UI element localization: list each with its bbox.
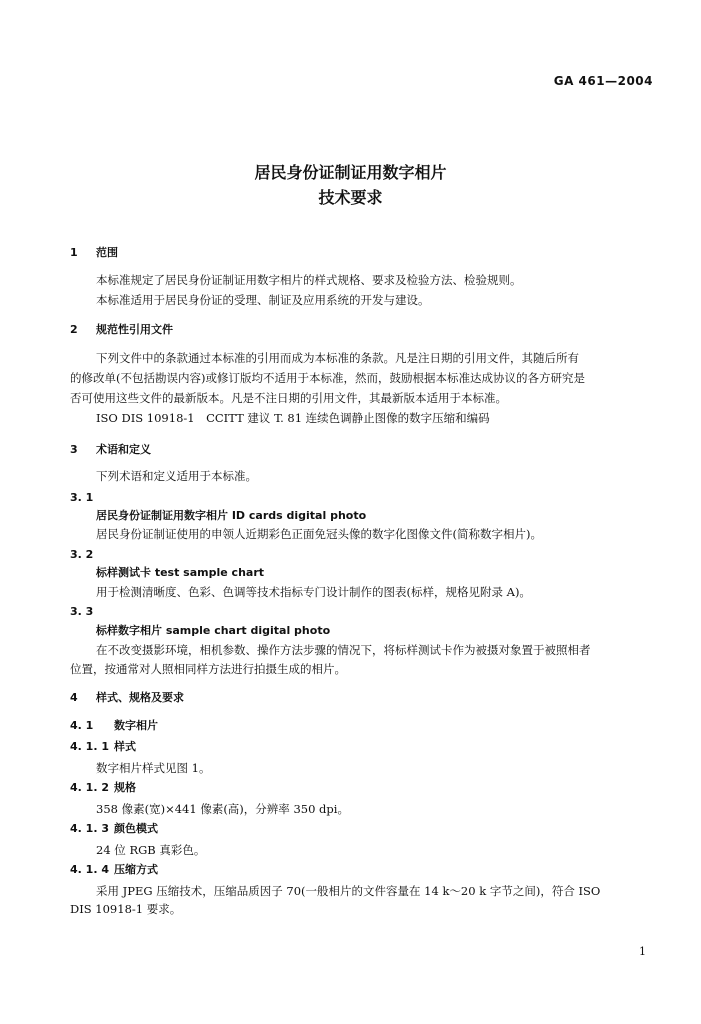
paragraph: 本标准适用于居民身份证的受理、制证及应用系统的开发与建设。 — [96, 293, 430, 307]
paragraph: 下列文件中的条款通过本标准的引用而成为本标准的条款。凡是注日期的引用文件，其随后所有 — [96, 351, 579, 365]
paragraph: 的修改单(不包括勘误内容)或修订版均不适用于本标准，然而，鼓励根据本标准达成协议的各方研究是 — [70, 371, 585, 385]
term-number: 3. 2 — [70, 548, 94, 561]
section-1-heading — [70, 245, 651, 261]
subsection-number: 4. 1. 1 — [70, 740, 109, 753]
section-number: 3 — [70, 443, 78, 456]
section-title: 术语和定义 — [96, 443, 151, 456]
subsection-heading — [70, 780, 651, 796]
reference-item: ISO DIS 10918-1 CCITT 建议 T. 81 连续色调静止图像的数字压缩和编码 — [96, 411, 490, 425]
subsection-title: 压缩方式 — [114, 863, 158, 876]
term-title: 标样测试卡 test sample chart — [96, 566, 265, 579]
paragraph: DIS 10918-1 要求。 — [70, 902, 182, 916]
paragraph: 358 像素(宽)×441 像素(高)，分辨率 350 dpi。 — [96, 802, 349, 816]
section-number: 1 — [70, 246, 78, 259]
subsection-title: 样式 — [114, 740, 136, 753]
term-title: 标样数字相片 sample chart digital photo — [96, 624, 331, 637]
term-number: 3. 1 — [70, 491, 94, 504]
section-2-heading — [70, 322, 651, 338]
standard-number: GA 461—2004 — [553, 74, 653, 88]
subsection-title: 数字相片 — [114, 719, 158, 732]
paragraph: 否可使用这些文件的最新版本。凡是不注日期的引用文件，其最新版本适用于本标准。 — [70, 391, 507, 405]
document-subtitle: 技术要求 — [318, 188, 383, 207]
paragraph: 下列术语和定义适用于本标准。 — [96, 469, 257, 483]
subsection-number: 4. 1. 3 — [70, 822, 109, 835]
paragraph: 采用 JPEG 压缩技术，压缩品质因子 70(一般相片的文件容量在 14 k～20 k 字节之间)，符合 ISO — [96, 884, 601, 898]
subsection-number: 4. 1. 4 — [70, 863, 109, 876]
section-title: 样式、规格及要求 — [96, 691, 184, 704]
subsection-number: 4. 1. 2 — [70, 781, 109, 794]
section-number: 4 — [70, 691, 78, 704]
subsection-title: 规格 — [114, 781, 136, 794]
term-number: 3. 3 — [70, 605, 94, 618]
subsection-title: 颜色模式 — [114, 822, 158, 835]
term-title: 居民身份证制证用数字相片 ID cards digital photo — [96, 509, 367, 522]
subsection-heading — [70, 739, 651, 755]
page-number: 1 — [639, 945, 646, 958]
section-title: 规范性引用文件 — [96, 323, 173, 336]
paragraph: 24 位 RGB 真彩色。 — [96, 843, 206, 857]
term-definition: 居民身份证制证使用的申领人近期彩色正面免冠头像的数字化图像文件(简称数字相片)。 — [96, 527, 542, 541]
section-number: 2 — [70, 323, 78, 336]
document-title: 居民身份证制证用数字相片 — [254, 163, 447, 182]
subsection-heading — [70, 718, 651, 734]
subsection-number: 4. 1 — [70, 719, 94, 732]
paragraph: 数字相片样式见图 1。 — [96, 761, 211, 775]
subsection-heading — [70, 821, 651, 837]
term-definition: 用于检测清晰度、色彩、色调等技术指标专门设计制作的图表(标样，规格见附录 A)。 — [96, 585, 531, 599]
section-4-heading — [70, 690, 651, 706]
subsection-heading — [70, 862, 651, 878]
section-3-heading — [70, 442, 651, 458]
section-title: 范围 — [96, 246, 118, 259]
paragraph: 本标准规定了居民身份证制证用数字相片的样式规格、要求及检验方法、检验规则。 — [96, 273, 522, 287]
term-definition: 在不改变摄影环境，相机参数、操作方法步骤的情况下，将标样测试卡作为被摄对象置于被照相者 — [96, 643, 591, 657]
term-definition: 位置，按通常对人照相同样方法进行拍摄生成的相片。 — [70, 662, 346, 676]
